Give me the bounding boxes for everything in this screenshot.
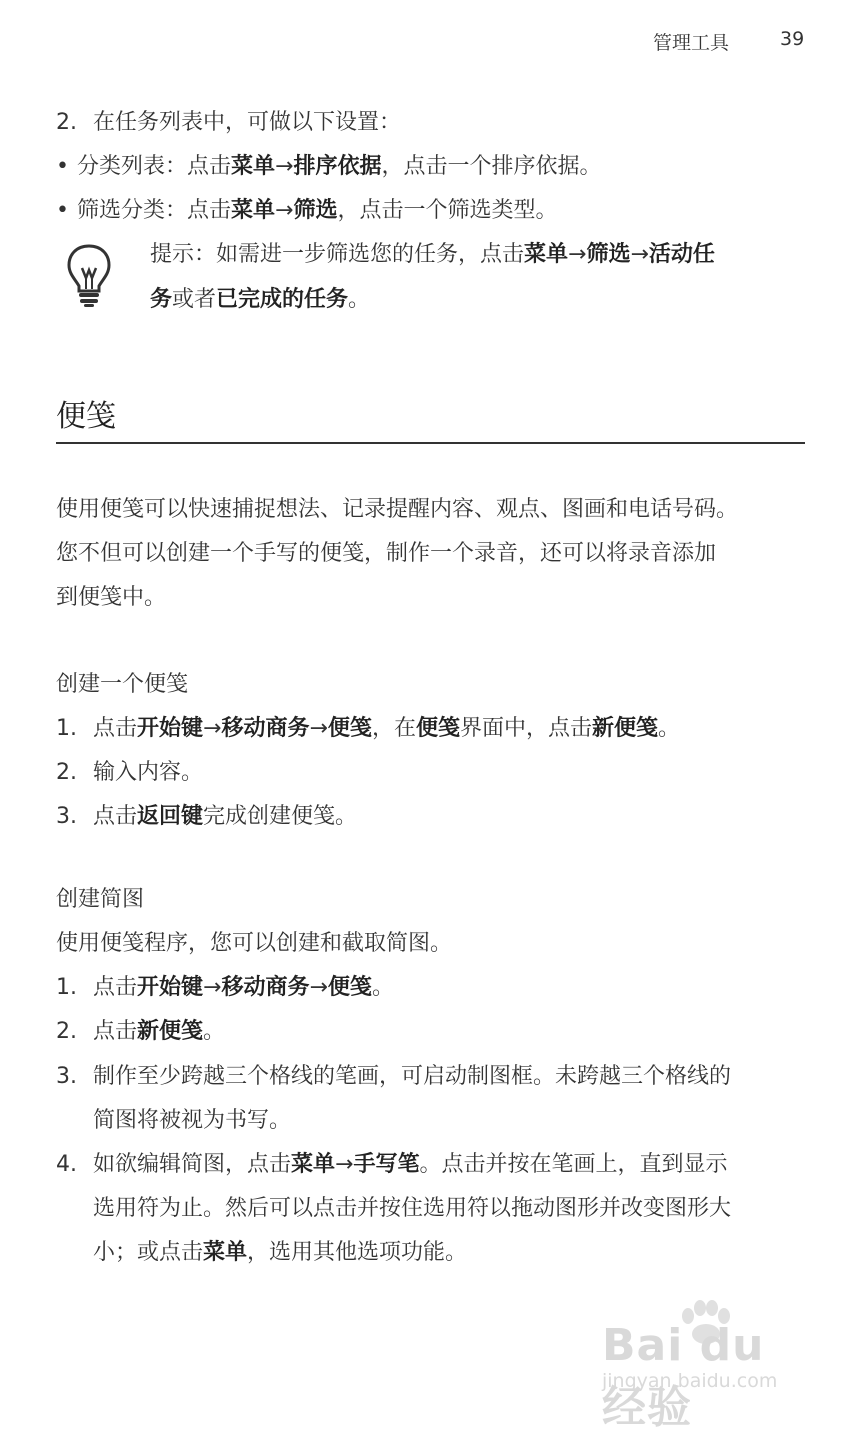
step-number: 2. (56, 760, 77, 785)
header-title: 管理工具 (653, 32, 730, 54)
step-text: 在任务列表中，可做以下设置： (93, 110, 402, 135)
step-text: 选用符为止。然后可以点击并按住选用符以拖动图形并改变图形大 (93, 1196, 732, 1221)
step-number: 2. (56, 1019, 77, 1044)
paragraph-line: 您不但可以创建一个手写的便笺，制作一个录音，还可以将录音添加 (56, 541, 717, 566)
lightbulb-icon (64, 242, 114, 308)
step-number: 4. (56, 1152, 77, 1177)
step-text: 点击开始键→移动商务→便笺，在便笺界面中，点击新便笺。 (93, 716, 681, 741)
tip-line: 务或者已完成的任务。 (150, 287, 371, 312)
section-divider (56, 442, 805, 444)
bullet-dot: • (56, 198, 69, 223)
baidu-watermark (602, 1300, 812, 1433)
step-number: 2. (56, 110, 77, 135)
step-number: 3. (56, 804, 77, 829)
step-text: 简图将被视为书写。 (93, 1108, 292, 1133)
page-number: 39 (780, 28, 805, 50)
step-text: 输入内容。 (93, 760, 204, 785)
paragraph-line: 使用便笺程序，您可以创建和截取简图。 (56, 931, 453, 956)
step-number: 3. (56, 1064, 77, 1089)
step-number: 1. (56, 716, 77, 741)
step-number: 1. (56, 975, 77, 1000)
bullet-dot: • (56, 154, 69, 179)
subheading: 创建一个便笺 (56, 672, 189, 697)
paragraph-line: 使用便笺可以快速捕捉想法、记录提醒内容、观点、图画和电话号码。 (56, 497, 739, 522)
subheading: 创建简图 (56, 887, 145, 912)
step-text: 小；或点击菜单，选用其他选项功能。 (93, 1240, 468, 1265)
watermark-logo: Bai du 经验 (602, 1320, 765, 1433)
step-text: 点击新便笺。 (93, 1019, 226, 1044)
watermark-url: jingyan.baidu.com (602, 1370, 778, 1392)
tip-line: 提示：如需进一步筛选您的任务，点击菜单→筛选→活动任 (150, 242, 715, 267)
paragraph-line: 到便笺中。 (56, 585, 167, 610)
step-text: 如欲编辑简图，点击菜单→手写笔。点击并按在笔画上，直到显示 (93, 1152, 728, 1177)
step-text: 制作至少跨越三个格线的笔画，可启动制图框。未跨越三个格线的 (93, 1064, 732, 1089)
step-text: 点击返回键完成创建便笺。 (93, 804, 358, 829)
section-title: 便笺 (56, 399, 116, 434)
bullet-item: 分类列表：点击菜单→排序依据，点击一个排序依据。 (77, 154, 602, 179)
step-text: 点击开始键→移动商务→便笺。 (93, 975, 394, 1000)
bullet-item: 筛选分类：点击菜单→筛选，点击一个筛选类型。 (77, 198, 558, 223)
